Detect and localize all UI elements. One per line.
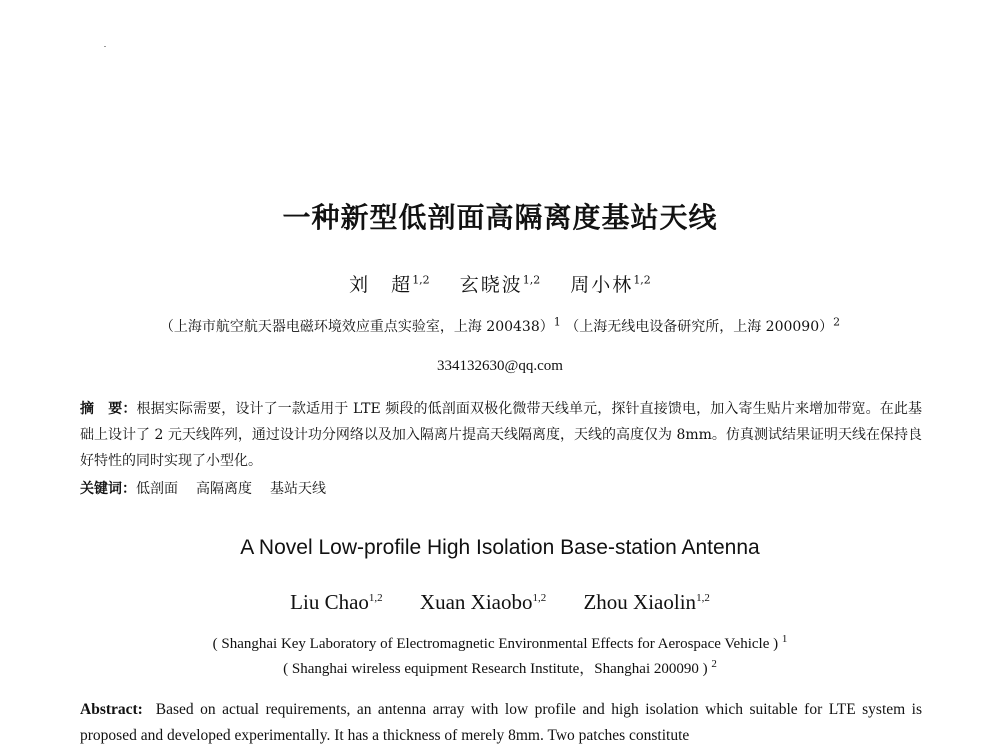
abstract-cn-text: 根据实际需要，设计了一款适用于 LTE 频段的低剖面双极化微带天线单元，探针直接馈电，加入寄生贴片来增加带宽。在此基础上设计了 2 元天线阵列，通过设计功分网络以及加入隔离片提高天线隔离度，天线的高度仅为 8mm。仿真测试结果证明天线在保持良好特性的同时实现了小型化。 bbox=[80, 401, 922, 469]
abstract-cn-label: 摘 要： bbox=[80, 401, 137, 417]
author-en-3: Zhou Xiaolin$^{1,2}$ bbox=[583, 590, 710, 614]
author-cn-2: 玄晓波$^{1,2}$ bbox=[459, 273, 541, 296]
keywords-cn bbox=[80, 478, 922, 500]
keyword-cn-2: 高隔离度 bbox=[196, 481, 252, 497]
keyword-cn-3: 基站天线 bbox=[270, 481, 326, 497]
keywords-cn-label: 关键词： bbox=[80, 481, 136, 497]
author-email: 334132630@qq.com bbox=[437, 358, 563, 374]
affiliations-cn: （上海市航空航天器电磁环境效应重点实验室，上海 200438）$^1$ （上海无线电设备研究所，上海 200090）$^2$ bbox=[159, 315, 841, 335]
authors-cn bbox=[0, 270, 1000, 297]
paper-title-cn: 一种新型低剖面高隔离度基站天线 bbox=[282, 201, 718, 234]
authors-en bbox=[0, 590, 1000, 615]
affiliation-cn-1: （上海市航空航天器电磁环境效应重点实验室，上海 200438） bbox=[159, 319, 554, 335]
author-cn-1: 刘 超$^{1,2}$ bbox=[349, 273, 430, 296]
abstract-cn bbox=[80, 396, 922, 474]
keyword-cn-1: 低剖面 bbox=[136, 481, 178, 497]
abstract-en bbox=[80, 697, 922, 749]
affiliation-en-2: ( Shanghai wireless equipment Research Institute，Shanghai 200090 ) $^2$ bbox=[283, 658, 717, 677]
author-en-2: Xuan Xiaobo$^{1,2}$ bbox=[419, 590, 547, 614]
affiliations-en bbox=[0, 632, 1000, 682]
author-cn-3: 周小林$^{1,2}$ bbox=[570, 273, 651, 296]
scan-speck bbox=[104, 46, 106, 47]
paper-title-en: A Novel Low-profile High Isolation Base-station Antenna bbox=[240, 536, 760, 559]
author-en-1: Liu Chao$^{1,2}$ bbox=[290, 590, 383, 614]
affiliation-en-1: ( Shanghai Key Laboratory of Electromagnetic Environmental Effects for Aerospace Vehicle ) $^1$ bbox=[212, 633, 788, 652]
abstract-en-text: Based on actual requirements, an antenna array with low profile and high isolation which suitable for LTE system is proposed and developed experimentally. It has a thickness of merely 8mm. Two patches constitute bbox=[80, 701, 923, 744]
affiliation-cn-2: （上海无线电设备研究所，上海 200090） bbox=[565, 319, 834, 335]
abstract-en-label: Abstract: bbox=[80, 701, 143, 718]
